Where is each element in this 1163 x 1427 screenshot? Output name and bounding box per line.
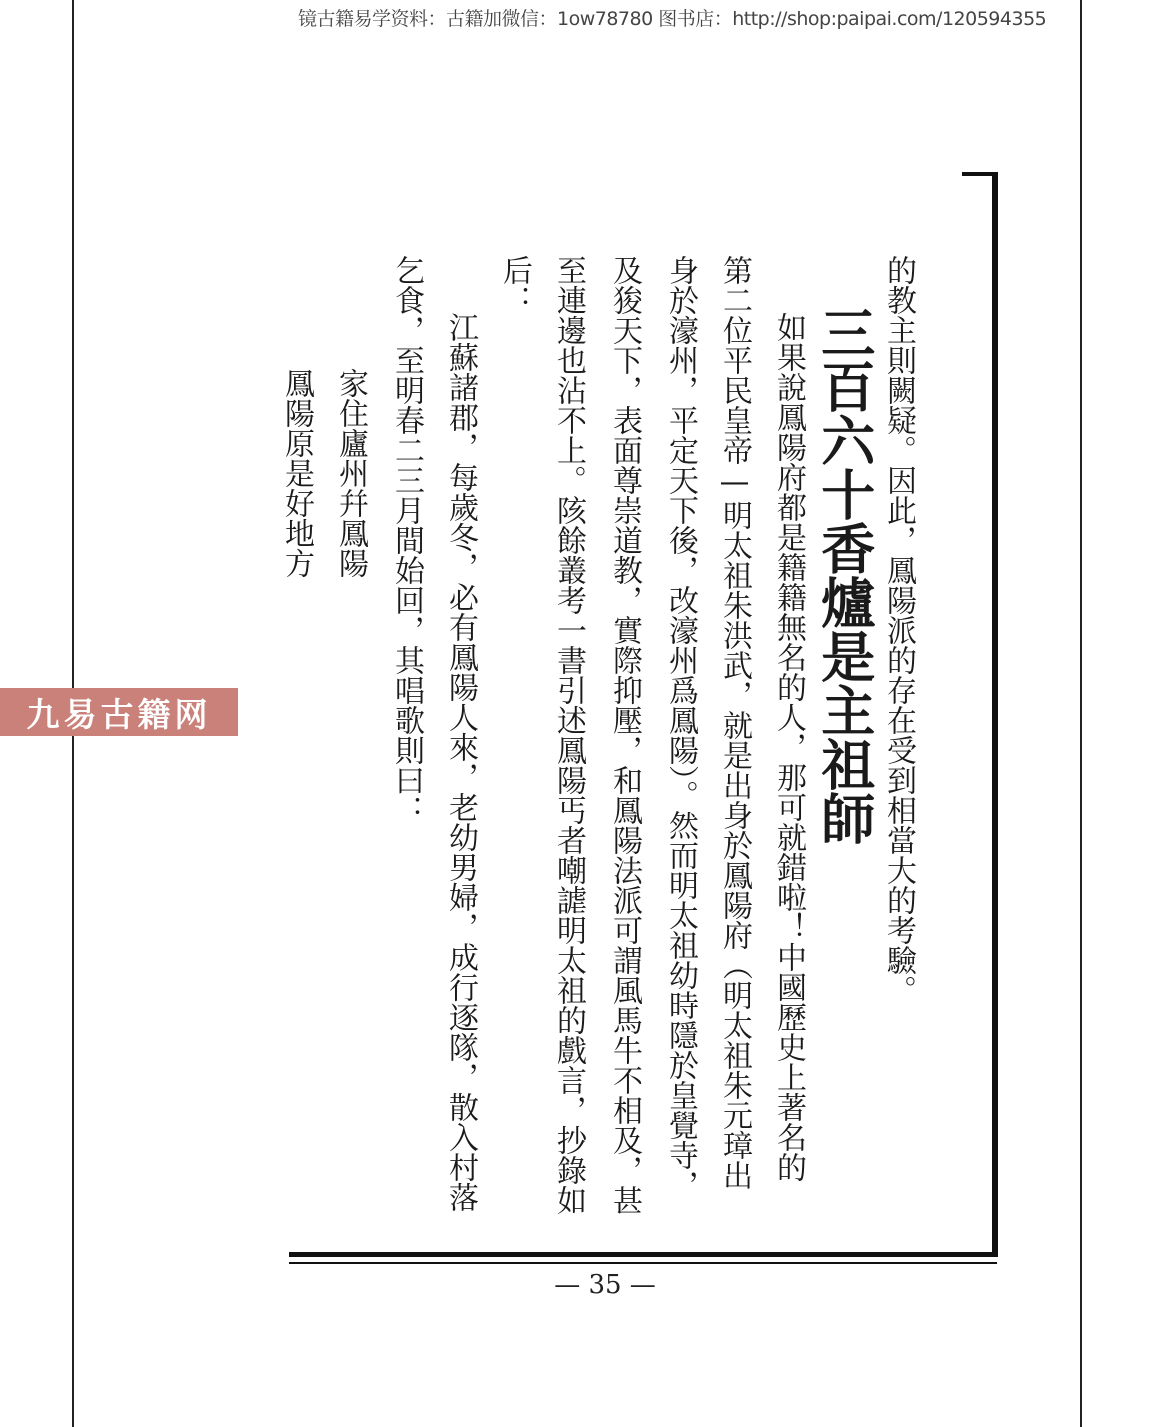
text-column-6: 至連邊也沾不上。陔餘叢考一書引述鳳陽丐者嘲謔明太祖的戲言，抄錄如 [551,255,586,1215]
right-frame-line [1080,0,1082,1427]
text-column-7: 后： [497,255,532,315]
page-number: — 35 — [554,1270,656,1300]
section-heading: 三百六十香爐是主祖師 [812,305,877,845]
text-column-4: 身於濠州，平定天下後，改濠州爲鳳陽）。然而明太祖幼時隱於皇覺寺， [663,255,698,1200]
verse-line-1: 家住廬州幷鳳陽 [333,368,368,578]
right-border-rule-top [962,172,998,176]
bottom-rule [289,1252,997,1257]
source-header: 镜古籍易学资料：古籍加微信：1ow78780 图书店：http://shop:paipai.com/120594355 [298,8,1047,30]
text-column-2: 如果說鳳陽府都是籍籍無名的人，那可就錯啦！中國歷史上著名的 [771,312,806,1182]
text-column-1: 的教主則闕疑。因此，鳳陽派的存在受到相當大的考驗。 [881,255,916,1005]
bottom-rule-thin [289,1262,997,1264]
text-column-5: 及狻天下，表面尊崇道教，實際抑壓，和鳳陽法派可謂風馬牛不相及，甚 [607,255,642,1215]
right-border-rule [992,172,998,1257]
verse-line-2: 鳳陽原是好地方 [279,368,314,578]
text-column-3: 第二位平民皇帝—明太祖朱洪武，就是出身於鳳陽府（明太祖朱元璋出 [717,255,752,1190]
quote-column-2: 乞食，至明春二三月間始回，其唱歌則曰： [389,255,424,825]
watermark-logo: 九易古籍网 [0,688,238,736]
quote-column-1: 江蘇諸郡，每歲冬，必有鳳陽人來，老幼男婦，成行逐隊，散入村落 [443,312,478,1212]
